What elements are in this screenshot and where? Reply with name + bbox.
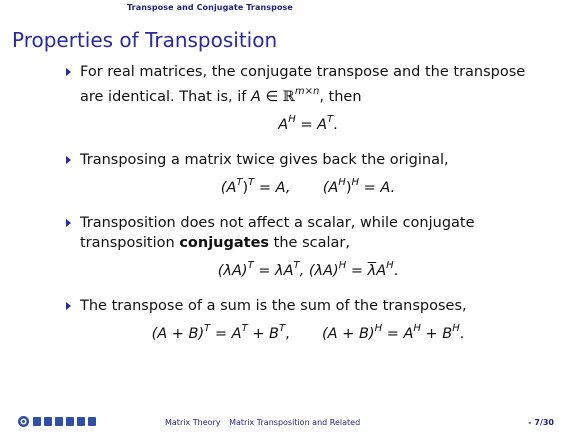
- section-tab[interactable]: Transpose and Conjugate Transpose: [127, 3, 293, 12]
- page-number: - 7/30: [528, 418, 554, 427]
- slide-content: [66, 62, 536, 359]
- triangle-bullet-icon: [66, 219, 71, 227]
- triangle-bullet-icon: [66, 156, 71, 164]
- item-text-line: transposition conjugates the scalar,: [80, 235, 350, 251]
- footer-title: [165, 418, 366, 427]
- display-equation: $(A^T)^T = A$, $(A^H)^H = A$.: [220, 177, 396, 196]
- list-item: [66, 213, 536, 282]
- display-equation: $(A + B)^T = A^T + B^T$, $(A + B)^H = A^H + B^H$.: [151, 323, 465, 342]
- display-equation: $A^H = A^T$.: [278, 114, 338, 133]
- frame-title: Properties of Transposition: [12, 28, 278, 52]
- item-text-line: For real matrices, the conjugate transpose and the transpose: [80, 64, 526, 80]
- item-text-line: are identical. That is, if A ∈ ℝ$^{m\times n}$, then: [80, 86, 362, 105]
- emphasis-text: conjugates: [179, 235, 270, 251]
- footer-topic: Matrix Transposition and Related: [229, 418, 361, 427]
- footer: [0, 412, 580, 432]
- triangle-bullet-icon: [66, 68, 71, 76]
- triangle-bullet-icon: [66, 302, 71, 310]
- item-text-line: Transposing a matrix twice gives back the original,: [80, 152, 449, 168]
- item-text-line: The transpose of a sum is the sum of the transposes,: [80, 298, 467, 314]
- footer-course: Matrix Theory: [165, 418, 221, 427]
- list-item: [66, 296, 536, 345]
- list-item: [66, 62, 536, 136]
- list-item: [66, 150, 536, 199]
- university-logo-icon: [17, 415, 107, 428]
- display-equation: $(\lambda A)^T = \lambda A^T$, $(\lambda A)^H = \overline{\lambda}A^H$.: [217, 260, 399, 279]
- item-text-line: Transposition does not affect a scalar, while conjugate: [80, 215, 475, 231]
